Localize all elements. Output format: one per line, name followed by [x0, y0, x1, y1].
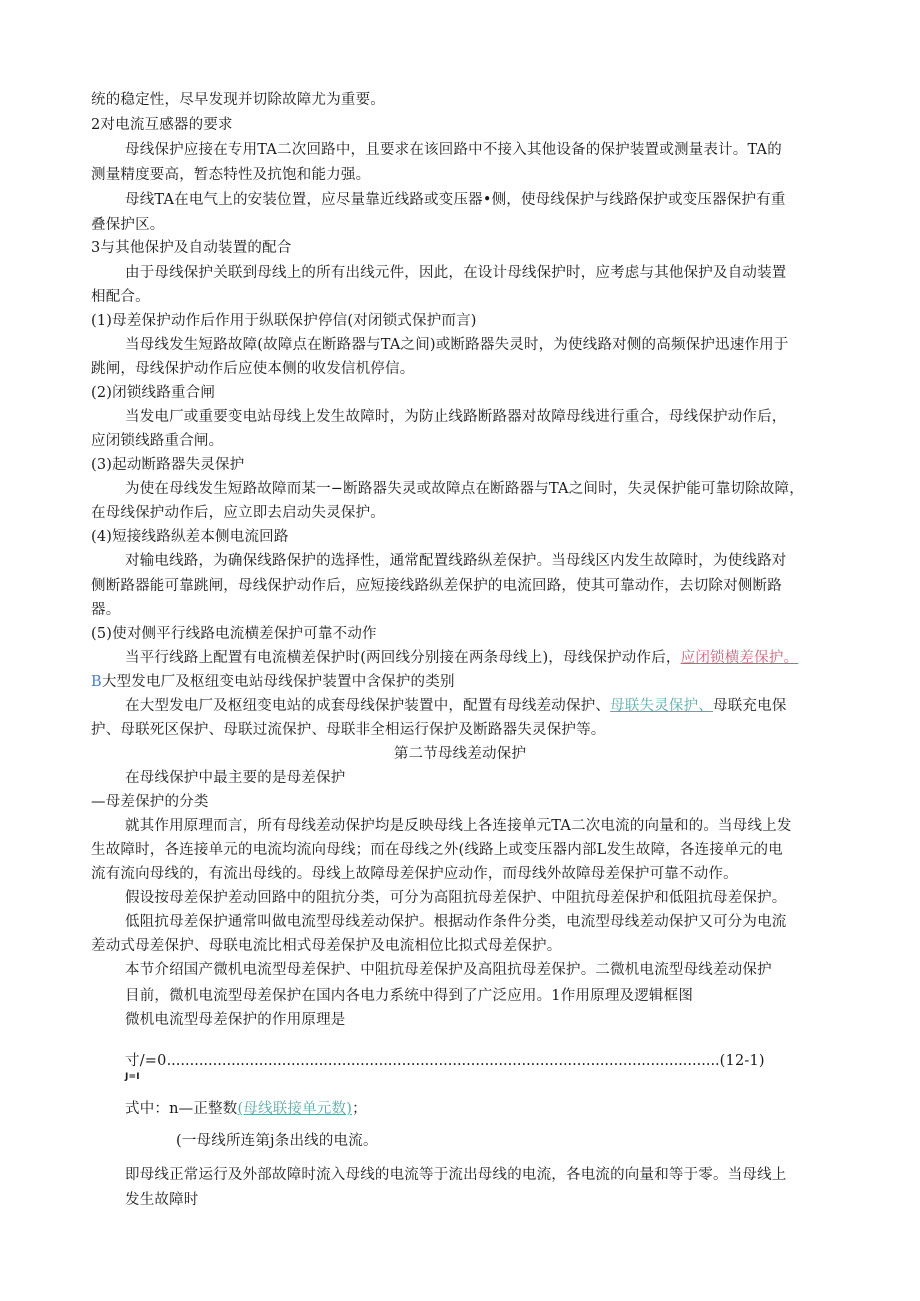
- paragraph-line: [125, 696, 787, 716]
- paragraph-line: 生故障时，各连接单元的电流均流向母线；而在母线之外(线路上或变压器内部L发生故障，各连接单元的电: [91, 842, 783, 858]
- formula-leader-dots: ........................................................................................................................: [166, 1053, 720, 1069]
- formula-expression: 寸/=0: [125, 1053, 167, 1069]
- formula-number: (12-1): [719, 1053, 765, 1069]
- paragraph-line: 当发电厂或重要变电站母线上发生故障时，为防止线路断路器对故障母线进行重合，母线保护动作后，: [125, 409, 787, 425]
- paragraph-line: 护、母联死区保护、母联过流保护、母联非全相运行保护及断路器失灵保护等。: [91, 722, 606, 738]
- paragraph-line: 流有流向母线的，有流出母线的。母线上故障母差保护应动作，而母线外故障母差保护可靠不动作。: [91, 866, 738, 882]
- section-heading-text: 大型发电厂及枢纽变电站母线保护装置中含保护的类别: [101, 674, 455, 690]
- paragraph-line: 发生故障时: [125, 1192, 199, 1208]
- subsection-heading: (5)使对侧平行线路电流横差保护可靠不动作: [91, 626, 377, 642]
- formula-line: [125, 1051, 765, 1071]
- paragraph-line: 微机电流型母差保护的作用原理是: [125, 1012, 346, 1028]
- formula-legend-line: (一母线所连第j条出线的电流。: [176, 1133, 378, 1149]
- legend-text: ；: [352, 1101, 367, 1117]
- formula-legend-line: [125, 1099, 367, 1119]
- highlighted-link[interactable]: 应闭锁横差保护。: [680, 650, 799, 666]
- paragraph-line: 即母线正常运行及外部故障时流入母线的电流等于流出母线的电流，各电流的向量和等于零。当母线上: [125, 1167, 787, 1183]
- subsection-heading: (3)起动断路器失灵保护: [91, 457, 245, 473]
- paragraph-line: 由于母线保护关联到母线上的所有出线元件，因此，在设计母线保护时，应考虑与其他保护及自动装置: [125, 265, 787, 281]
- formula-subscript: J=I: [125, 1072, 140, 1082]
- subsection-heading: (2)闭锁线路重合闸: [91, 385, 216, 401]
- paragraph-text: 在大型发电厂及枢纽变电站的成套母线保护装置中，配置有母线差动保护、: [125, 698, 611, 714]
- text-line: 统的稳定性，尽早发现并切除故障尤为重要。: [91, 92, 385, 108]
- highlighted-link[interactable]: 母联失灵保护、: [610, 698, 714, 714]
- paragraph-line: 差动式母差保护、母联电流比相式母差保护及电流相位比拟式母差保护。: [91, 938, 562, 954]
- paragraph-line: 相配合。: [91, 289, 150, 305]
- subsection-heading: (4)短接线路纵差本侧电流回路: [91, 529, 289, 545]
- chapter-section-title: 第二节母线差动保护: [393, 746, 527, 762]
- paragraph-line: 对输电线路，为确保线路保护的选择性，通常配置线路纵差保护。当母线区内发生故障时，为使线路对: [125, 553, 787, 569]
- section-heading: —母差保护的分类: [91, 794, 209, 810]
- paragraph-line: 在母线保护动作后，应立即去启动失灵保护。: [91, 505, 385, 521]
- paragraph-line: 应闭锁线路重合闸。: [91, 433, 224, 449]
- section-heading: 3与其他保护及自动装置的配合: [91, 240, 292, 256]
- paragraph-line: 低阻抗母差保护通常叫做电流型母线差动保护。根据动作条件分类，电流型母线差动保护又可分为电流: [125, 914, 787, 930]
- paragraph-text: 母联充电保: [713, 698, 787, 714]
- section-heading: [91, 672, 455, 692]
- paragraph-line: 母线TA在电气上的安装位置，应尽量靠近线路或变压器•侧，使母线保护与线路保护或变压器保护有重: [125, 192, 786, 208]
- section-heading: 2对电流互感器的要求: [91, 117, 233, 133]
- paragraph-line: 为使在母线发生短路故障而某一−断路器失灵或故障点在断路器与TA之间时，失灵保护能可靠切除故障，: [125, 481, 804, 497]
- paragraph-line: 本节介绍国产微机电流型母差保护、中阻抗母差保护及高阻抗母差保护。二微机电流型母线差动保护: [125, 962, 772, 978]
- paragraph-line: 测量精度要高，暂态特性及抗饱和能力强。: [91, 167, 371, 183]
- paragraph-line: 在母线保护中最主要的是母差保护: [125, 770, 346, 786]
- paragraph-line: 叠保护区。: [91, 217, 165, 233]
- paragraph-line: 侧断路器能可靠跳闸，母线保护动作后，应短接线路纵差保护的电流回路，使其可靠动作，去切除对侧断路: [91, 578, 782, 594]
- paragraph-line: 假设按母差保护差动回路中的阻抗分类，可分为高阻抗母差保护、中阻抗母差保护和低阻抗母差保护。: [125, 890, 787, 906]
- paragraph-line: 目前，微机电流型母差保护在国内各电力系统中得到了广泛应用。1作用原理及逻辑框图: [125, 988, 694, 1004]
- paragraph-line: 跳闸，母线保护动作后应使本侧的收发信机停信。: [91, 361, 415, 377]
- section-marker: B: [91, 674, 102, 690]
- paragraph-line: 器。: [91, 602, 121, 618]
- paragraph-line: 当母线发生短路故障(故障点在断路器与TA之间)或断路器失灵时，为使线路对侧的高频保护迅速作用于: [125, 337, 789, 353]
- highlighted-link[interactable]: (母线联接单元数): [237, 1101, 353, 1117]
- paragraph-text: 当平行线路上配置有电流横差保护时(两回线分别接在两条母线上)，母线保护动作后，: [125, 650, 681, 666]
- paragraph-line: [125, 648, 798, 668]
- paragraph-line: 就其作用原理而言，所有母线差动保护均是反映母线上各连接单元TA二次电流的向量和的。当母线上发: [125, 818, 792, 834]
- paragraph-line: 母线保护应接在专用TA二次回路中，且要求在该回路中不接入其他设备的保护装置或测量表计。TA的: [125, 142, 782, 158]
- legend-text: 式中：n—正整数: [125, 1101, 238, 1117]
- subsection-heading: (1)母差保护动作后作用于纵联保护停信(对闭锁式保护而言): [91, 313, 477, 329]
